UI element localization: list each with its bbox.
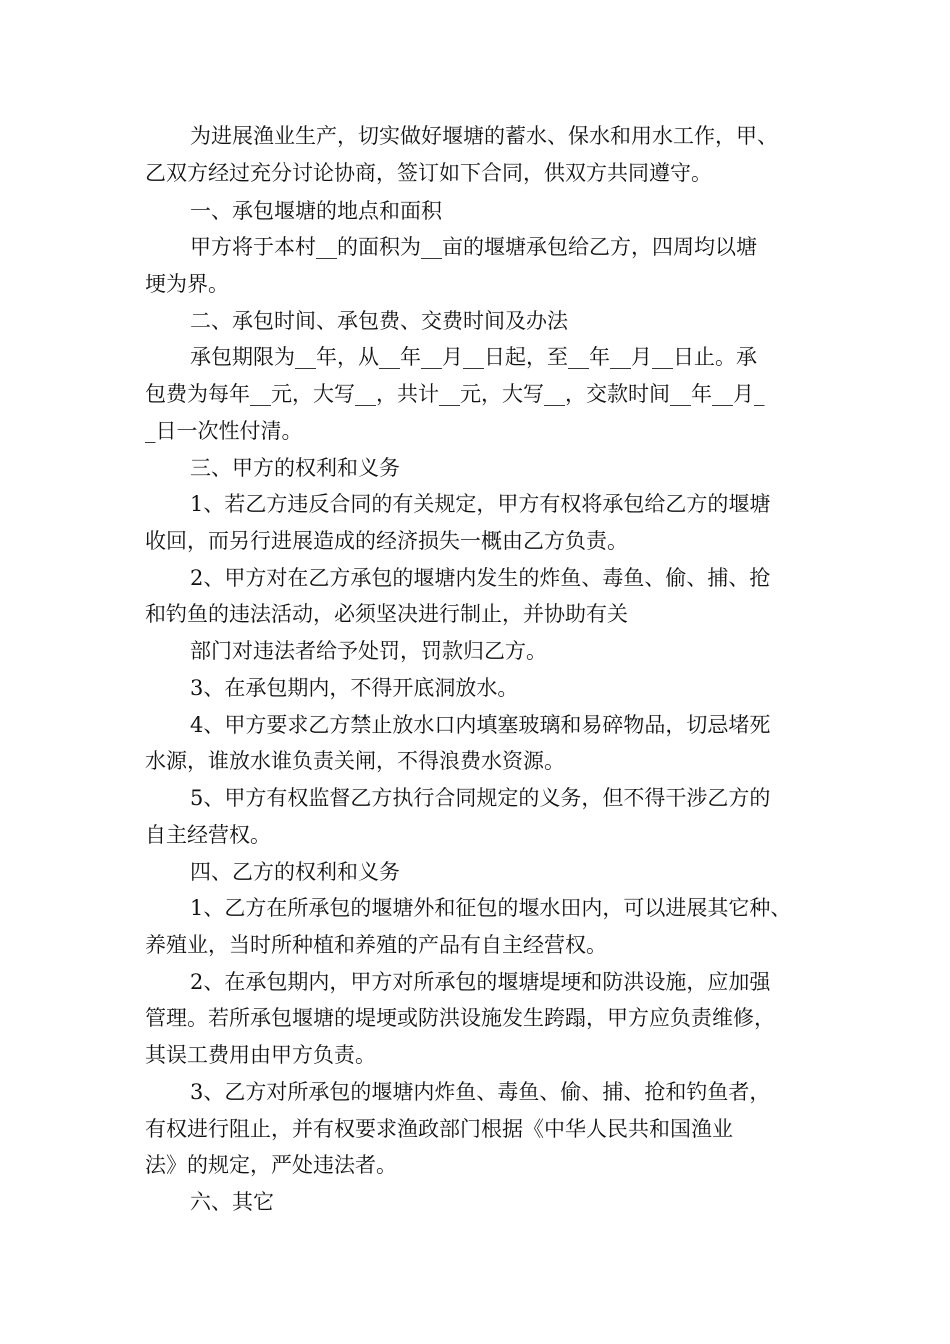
paragraph-line: 2、在承包期内，甲方对所承包的堰塘堤埂和防洪设施，应加强 xyxy=(190,970,771,994)
paragraph-line: 其误工费用由甲方负责。 xyxy=(145,1043,376,1067)
paragraph-line: 埂为界。 xyxy=(145,272,229,296)
paragraph-line: 为进展渔业生产，切实做好堰塘的蓄水、保水和用水工作，甲、 xyxy=(190,124,778,148)
paragraph-line: 法》的规定，严处违法者。 xyxy=(145,1153,397,1177)
paragraph-line: 收回，而另行进展造成的经济损失一概由乙方负责。 xyxy=(145,529,628,553)
section-heading: 四、乙方的权利和义务 xyxy=(190,860,400,884)
paragraph-line: 1、乙方在所承包的堰塘外和征包的堰水田内，可以进展其它种、 xyxy=(190,896,792,920)
section-heading: 二、承包时间、承包费、交费时间及办法 xyxy=(190,309,568,333)
section-heading: 一、承包堰塘的地点和面积 xyxy=(190,199,442,223)
paragraph-line: 3、在承包期内，不得开底洞放水。 xyxy=(190,676,519,700)
paragraph-line: 有权进行阻止，并有权要求渔政部门根据《中华人民共和国渔业 xyxy=(145,1117,733,1141)
section-heading: 三、甲方的权利和义务 xyxy=(190,456,400,480)
paragraph-line: 和钓鱼的违法活动，必须坚决进行制止，并协助有关 xyxy=(145,602,628,626)
paragraph-line: 养殖业，当时所种植和养殖的产品有自主经营权。 xyxy=(145,933,607,957)
paragraph-line: _日一次性付清。 xyxy=(145,419,303,443)
paragraph-line: 管理。若所承包堰塘的堤埂或防洪设施发生跨蹋，甲方应负责维修， xyxy=(145,1006,775,1030)
paragraph-line: 部门对违法者给予处罚，罚款归乙方。 xyxy=(190,639,547,663)
paragraph-line: 1、若乙方违反合同的有关规定，甲方有权将承包给乙方的堰塘 xyxy=(190,492,771,516)
paragraph-line: 5、甲方有权监督乙方执行合同规定的义务，但不得干涉乙方的 xyxy=(190,786,771,810)
paragraph-line: 包费为每年__元，大写__，共计__元，大写__，交款时间__年__月_ xyxy=(145,382,765,406)
paragraph-line: 乙双方经过充分讨论协商，签订如下合同，供双方共同遵守。 xyxy=(145,161,712,185)
paragraph-line: 水源，谁放水谁负责关闸，不得浪费水资源。 xyxy=(145,749,565,773)
paragraph-line: 甲方将于本村__的面积为__亩的堰塘承包给乙方，四周均以塘 xyxy=(190,235,757,259)
paragraph-line: 自主经营权。 xyxy=(145,823,271,847)
paragraph-line: 4、甲方要求乙方禁止放水口内填塞玻璃和易碎物品，切忌堵死 xyxy=(190,713,771,737)
paragraph-line: 3、乙方对所承包的堰塘内炸鱼、毒鱼、偷、捕、抢和钓鱼者， xyxy=(190,1080,771,1104)
section-heading: 六、其它 xyxy=(190,1190,274,1214)
paragraph-line: 承包期限为__年，从__年__月__日起，至__年__月__日止。承 xyxy=(190,345,757,369)
paragraph-line: 2、甲方对在乙方承包的堰塘内发生的炸鱼、毒鱼、偷、捕、抢 xyxy=(190,566,771,590)
